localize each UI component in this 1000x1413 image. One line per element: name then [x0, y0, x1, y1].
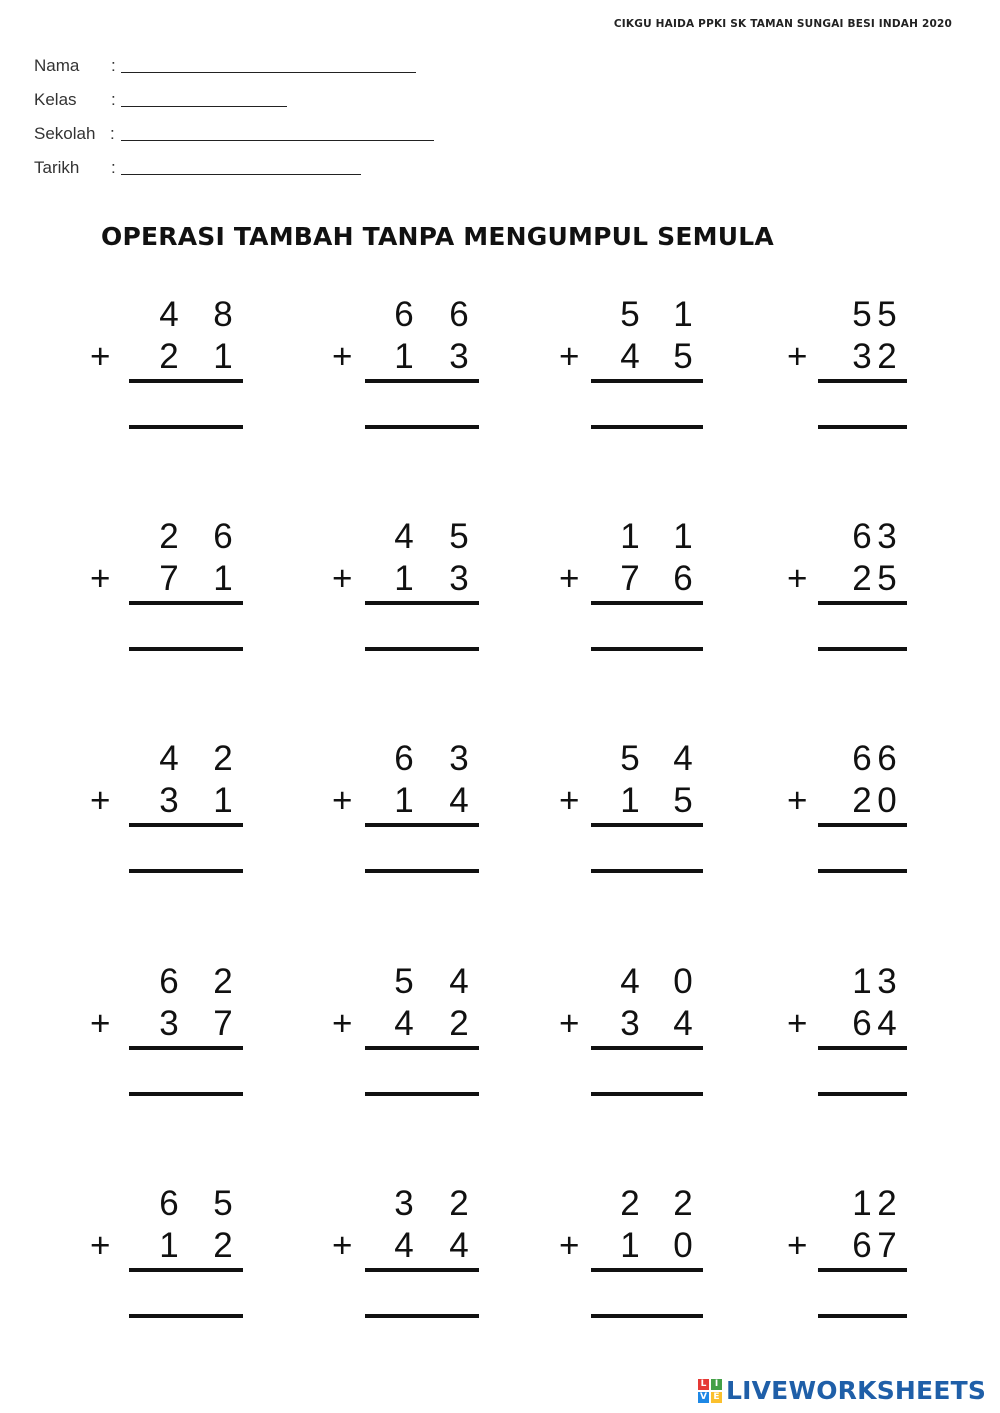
addend-top-ones: 5: [449, 517, 469, 556]
addend-bottom-ones: 7: [213, 1004, 233, 1043]
answer-line[interactable]: [818, 1092, 907, 1096]
plus-sign: +: [332, 337, 353, 376]
answer-line[interactable]: [365, 1092, 479, 1096]
class-label: Kelas: [34, 90, 77, 109]
liveworksheets-logo: [698, 1376, 986, 1405]
addend-top-ones: 1: [673, 517, 693, 556]
addend-bottom-tens: 6: [852, 1004, 872, 1043]
addend-top-tens: 6: [852, 739, 872, 778]
sum-line: [818, 379, 907, 383]
answer-line[interactable]: [365, 425, 479, 429]
addend-top-tens: 6: [159, 962, 179, 1001]
sum-line: [818, 601, 907, 605]
addend-top-tens: 1: [852, 962, 872, 1001]
sum-line: [591, 1268, 703, 1272]
school-input-line[interactable]: [121, 140, 434, 141]
addend-top-tens: 6: [159, 1184, 179, 1223]
plus-sign: +: [90, 559, 111, 598]
logo-letter: V: [698, 1392, 709, 1403]
plus-sign: +: [787, 781, 808, 820]
plus-sign: +: [787, 1226, 808, 1265]
plus-sign: +: [90, 1004, 111, 1043]
addend-top-ones: 8: [213, 295, 233, 334]
addend-top-tens: 4: [159, 739, 179, 778]
plus-sign: +: [559, 559, 580, 598]
addend-top-ones: 3: [877, 962, 897, 1001]
class-input-line[interactable]: [121, 106, 287, 107]
addend-top-tens: 5: [394, 962, 414, 1001]
sum-line: [591, 823, 703, 827]
date-label: Tarikh: [34, 158, 80, 177]
addend-top-tens: 5: [620, 739, 640, 778]
sum-line: [365, 823, 479, 827]
addend-bottom-tens: 7: [159, 559, 179, 598]
date-input-line[interactable]: [121, 174, 361, 175]
addend-bottom-ones: 2: [213, 1226, 233, 1265]
plus-sign: +: [332, 781, 353, 820]
addend-top-tens: 6: [394, 739, 414, 778]
plus-sign: +: [332, 1226, 353, 1265]
addend-top-tens: 4: [620, 962, 640, 1001]
addend-top-ones: 0: [673, 962, 693, 1001]
addend-top-tens: 1: [852, 1184, 872, 1223]
addend-bottom-tens: 4: [394, 1004, 414, 1043]
addend-bottom-ones: 1: [213, 337, 233, 376]
addend-bottom-tens: 6: [852, 1226, 872, 1265]
logo-letter: I: [711, 1379, 722, 1390]
addend-bottom-tens: 7: [620, 559, 640, 598]
addend-bottom-tens: 4: [620, 337, 640, 376]
sum-line: [129, 601, 243, 605]
sum-line: [129, 379, 243, 383]
answer-line[interactable]: [129, 869, 243, 873]
addend-top-tens: 6: [852, 517, 872, 556]
addend-bottom-tens: 2: [852, 559, 872, 598]
addend-bottom-ones: 3: [449, 337, 469, 376]
addend-top-ones: 2: [673, 1184, 693, 1223]
addend-bottom-ones: 4: [673, 1004, 693, 1043]
school-label: Sekolah: [34, 124, 96, 143]
logo-letter: L: [698, 1379, 709, 1390]
addend-bottom-ones: 5: [877, 559, 897, 598]
sum-line: [129, 1046, 243, 1050]
plus-sign: +: [90, 1226, 111, 1265]
worksheet-title: OPERASI TAMBAH TANPA MENGUMPUL SEMULA: [101, 222, 774, 251]
answer-line[interactable]: [365, 869, 479, 873]
plus-sign: +: [90, 781, 111, 820]
addend-top-ones: 4: [449, 962, 469, 1001]
answer-line[interactable]: [818, 1314, 907, 1318]
answer-line[interactable]: [365, 647, 479, 651]
sum-line: [818, 823, 907, 827]
answer-line[interactable]: [591, 647, 703, 651]
brand-name: LIVEWORKSHEETS: [726, 1376, 987, 1405]
addend-bottom-tens: 2: [159, 337, 179, 376]
answer-line[interactable]: [591, 869, 703, 873]
addend-top-ones: 5: [877, 295, 897, 334]
answer-line[interactable]: [129, 425, 243, 429]
addend-top-ones: 2: [213, 739, 233, 778]
addend-bottom-tens: 2: [852, 781, 872, 820]
name-colon: :: [111, 56, 116, 75]
addend-top-ones: 1: [673, 295, 693, 334]
addend-bottom-ones: 7: [877, 1226, 897, 1265]
sum-line: [365, 601, 479, 605]
addend-top-tens: 5: [620, 295, 640, 334]
answer-line[interactable]: [818, 869, 907, 873]
addend-bottom-ones: 4: [449, 1226, 469, 1265]
addend-bottom-tens: 3: [159, 1004, 179, 1043]
addend-bottom-ones: 0: [877, 781, 897, 820]
addend-bottom-tens: 1: [394, 559, 414, 598]
plus-sign: +: [559, 781, 580, 820]
addend-bottom-ones: 6: [673, 559, 693, 598]
addend-top-ones: 2: [877, 1184, 897, 1223]
addend-bottom-tens: 1: [394, 337, 414, 376]
addend-top-ones: 6: [213, 517, 233, 556]
addend-top-tens: 5: [852, 295, 872, 334]
addend-bottom-ones: 4: [877, 1004, 897, 1043]
sum-line: [818, 1268, 907, 1272]
sum-line: [365, 1046, 479, 1050]
addend-bottom-tens: 1: [620, 1226, 640, 1265]
sum-line: [365, 379, 479, 383]
class-colon: :: [111, 90, 116, 109]
plus-sign: +: [332, 559, 353, 598]
addend-top-tens: 2: [159, 517, 179, 556]
addend-top-ones: 3: [449, 739, 469, 778]
answer-line[interactable]: [818, 647, 907, 651]
addend-bottom-tens: 1: [620, 781, 640, 820]
addend-top-ones: 6: [449, 295, 469, 334]
plus-sign: +: [559, 337, 580, 376]
addend-top-tens: 4: [159, 295, 179, 334]
answer-line[interactable]: [591, 425, 703, 429]
addend-bottom-tens: 3: [852, 337, 872, 376]
addend-bottom-tens: 4: [394, 1226, 414, 1265]
name-input-line[interactable]: [121, 72, 416, 73]
plus-sign: +: [787, 559, 808, 598]
answer-line[interactable]: [591, 1314, 703, 1318]
answer-line[interactable]: [591, 1092, 703, 1096]
addend-bottom-tens: 1: [159, 1226, 179, 1265]
plus-sign: +: [787, 337, 808, 376]
author-credit: CIKGU HAIDA PPKI SK TAMAN SUNGAI BESI INDAH 2020: [613, 18, 952, 30]
addend-bottom-ones: 1: [213, 559, 233, 598]
addend-top-ones: 5: [213, 1184, 233, 1223]
sum-line: [591, 379, 703, 383]
sum-line: [818, 1046, 907, 1050]
sum-line: [591, 1046, 703, 1050]
addend-bottom-ones: 0: [673, 1226, 693, 1265]
addend-bottom-tens: 3: [620, 1004, 640, 1043]
addend-top-ones: 2: [449, 1184, 469, 1223]
addend-top-tens: 4: [394, 517, 414, 556]
date-colon: :: [111, 158, 116, 177]
addend-top-ones: 6: [877, 739, 897, 778]
answer-line[interactable]: [365, 1314, 479, 1318]
addend-bottom-ones: 5: [673, 781, 693, 820]
addend-bottom-ones: 5: [673, 337, 693, 376]
plus-sign: +: [90, 337, 111, 376]
addend-bottom-ones: 2: [449, 1004, 469, 1043]
plus-sign: +: [559, 1004, 580, 1043]
addend-bottom-tens: 3: [159, 781, 179, 820]
addend-bottom-ones: 1: [213, 781, 233, 820]
answer-line[interactable]: [129, 647, 243, 651]
school-colon: :: [110, 124, 115, 143]
logo-mark-icon: [698, 1379, 722, 1403]
addend-bottom-ones: 3: [449, 559, 469, 598]
answer-line[interactable]: [129, 1092, 243, 1096]
name-label: Nama: [34, 56, 80, 75]
addend-top-tens: 6: [394, 295, 414, 334]
addend-top-tens: 1: [620, 517, 640, 556]
addend-bottom-ones: 4: [449, 781, 469, 820]
plus-sign: +: [559, 1226, 580, 1265]
addend-top-ones: 4: [673, 739, 693, 778]
sum-line: [365, 1268, 479, 1272]
addend-top-ones: 3: [877, 517, 897, 556]
addend-top-tens: 2: [620, 1184, 640, 1223]
addend-top-ones: 2: [213, 962, 233, 1001]
answer-line[interactable]: [818, 425, 907, 429]
sum-line: [591, 601, 703, 605]
sum-line: [129, 823, 243, 827]
answer-line[interactable]: [129, 1314, 243, 1318]
addend-bottom-tens: 1: [394, 781, 414, 820]
plus-sign: +: [332, 1004, 353, 1043]
addend-bottom-ones: 2: [877, 337, 897, 376]
plus-sign: +: [787, 1004, 808, 1043]
addend-top-tens: 3: [394, 1184, 414, 1223]
sum-line: [129, 1268, 243, 1272]
logo-letter: E: [711, 1392, 722, 1403]
